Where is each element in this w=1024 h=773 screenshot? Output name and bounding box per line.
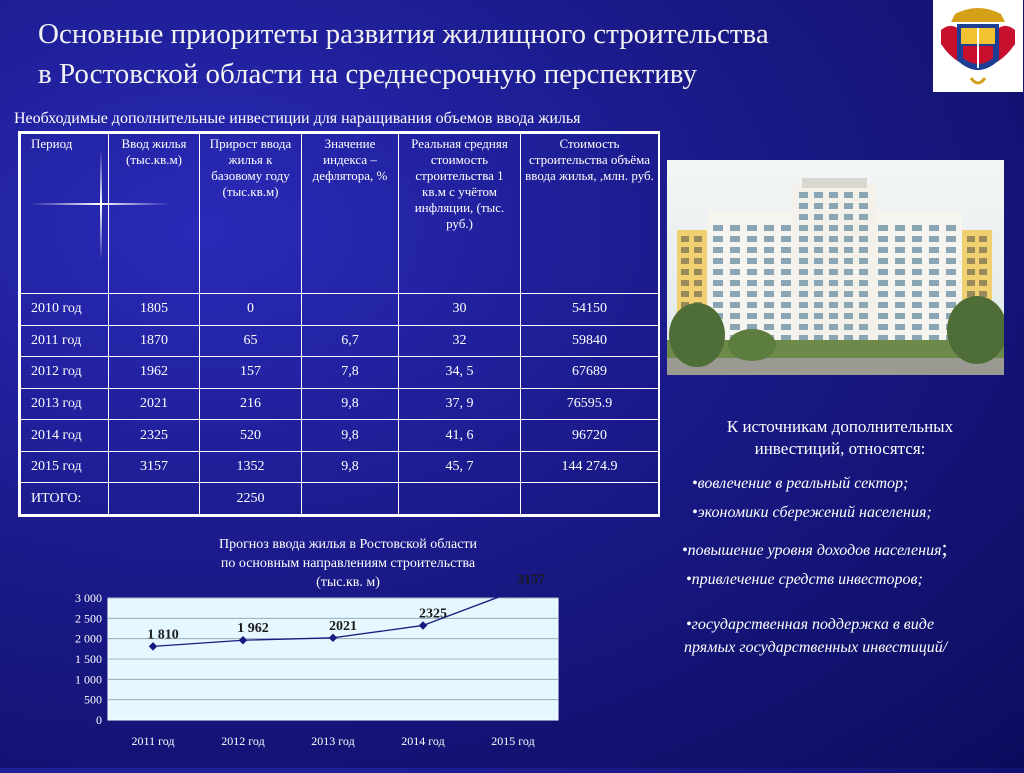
chart-x-tick-label: 2014 год (401, 734, 445, 748)
chart-data-label: 2325 (419, 606, 447, 622)
table-cell: 1962 (109, 357, 200, 389)
chart-title-line: (тыс.кв. м) (316, 575, 380, 590)
chart-x-tick-label: 2013 год (311, 734, 355, 748)
table-subtitle: Необходимые дополнительные инвестиции для наращивания объемов ввода жилья (14, 110, 581, 127)
table-header-row (21, 134, 659, 294)
source-item-4: •привлечение средств инвесторов; (686, 571, 923, 588)
chart-x-tick-label: 2012 год (221, 734, 265, 748)
table-row (21, 420, 659, 452)
table-cell: 2325 (109, 420, 200, 452)
source-item-3 (682, 537, 948, 562)
table-cell: 144 274.9 (521, 451, 659, 483)
table-cell: 2012 год (21, 357, 109, 389)
table-cell: 157 (200, 357, 302, 389)
table-cell: 2014 год (21, 420, 109, 452)
chart-title-line: по основным направлениям строительства (220, 556, 476, 571)
table-cell: 9,8 (302, 388, 399, 420)
header-real-cost: Реальная средняя стоимость строительства 1 кв.м с учётом инфляции, (тыс. руб.) (399, 134, 521, 294)
table-cell: 2013 год (21, 388, 109, 420)
table-cell: 65 (200, 325, 302, 357)
table-row (21, 325, 659, 357)
coat-of-arms-emblem (933, 0, 1023, 92)
source-item-3-text: •повышение уровня доходов населения (682, 542, 942, 559)
chart-y-tick-label: 500 (84, 692, 102, 707)
title-line-1: Основные приоритеты развития жилищного строительства (38, 18, 769, 50)
table-row (21, 483, 659, 515)
table-row (21, 294, 659, 326)
table-cell: 9,8 (302, 420, 399, 452)
table-cell: 2011 год (21, 325, 109, 357)
header-total-cost: Стоимость строительства объёма ввода жилья, ,млн. руб. (521, 134, 659, 294)
chart-title-line: Прогноз ввода жилья в Ростовской области (218, 537, 478, 552)
apartment-building-photo (667, 160, 1004, 375)
table-cell: 45, 7 (399, 451, 521, 483)
chart-x-tick-label: 2011 год (131, 734, 175, 748)
table-row (21, 451, 659, 483)
chart-data-label: 2021 (329, 618, 357, 634)
header-housing-input: Ввод жилья (тыс.кв.м) (109, 134, 200, 294)
investment-table (18, 131, 660, 517)
table-cell: 1805 (109, 294, 200, 326)
chart-y-tick-label: 2 000 (75, 631, 102, 646)
table-cell: 2010 год (21, 294, 109, 326)
table-cell: 30 (399, 294, 521, 326)
table-cell: 520 (200, 420, 302, 452)
header-growth: Прирост ввода жилья к базовому году (тыс.кв.м) (200, 134, 302, 294)
table-cell (521, 483, 659, 515)
chart-data-point (509, 587, 517, 595)
housing-forecast-chart (40, 528, 568, 768)
chart-svg (40, 528, 568, 768)
table-cell: 34, 5 (399, 357, 521, 389)
table-cell: 216 (200, 388, 302, 420)
table-row (21, 388, 659, 420)
title-line-2: в Ростовской области на среднесрочную перспективу (38, 58, 697, 90)
chart-y-tick-label: 1 000 (75, 672, 102, 687)
source-item-1: •вовлечение в реальный сектор; (692, 475, 909, 492)
header-deflator: Значение индекса – дефлятора, % (302, 134, 399, 294)
table-cell: 37, 9 (399, 388, 521, 420)
table-cell (302, 294, 399, 326)
table-cell: 1352 (200, 451, 302, 483)
chart-data-label: 1 810 (147, 627, 179, 643)
chart-data-label: 3157 (517, 572, 545, 588)
source-item-5-cont: прямых государственных инвестиций/ (684, 639, 948, 656)
table-cell: 1870 (109, 325, 200, 357)
table-cell: 54150 (521, 294, 659, 326)
header-period: Период (21, 134, 109, 294)
table-cell: 2250 (200, 483, 302, 515)
table-cell: 9,8 (302, 451, 399, 483)
table-row (21, 357, 659, 389)
slide-title (38, 14, 918, 94)
table-cell (302, 483, 399, 515)
table-cell (109, 483, 200, 515)
table-cell: 41, 6 (399, 420, 521, 452)
table-cell: 96720 (521, 420, 659, 452)
table-cell: 0 (200, 294, 302, 326)
source-item-5: •государственная поддержка в виде (686, 616, 935, 633)
table-cell: 32 (399, 325, 521, 357)
table-cell: 76595.9 (521, 388, 659, 420)
chart-y-tick-label: 2 500 (75, 611, 102, 626)
chart-x-tick-label: 2015 год (491, 734, 535, 748)
table-cell: 6,7 (302, 325, 399, 357)
table-cell: 59840 (521, 325, 659, 357)
sources-heading: К источникам дополнительных инвестиций, относятся: (726, 417, 954, 458)
chart-data-label: 1 962 (237, 621, 269, 637)
table-cell: 3157 (109, 451, 200, 483)
source-item-2: •экономики сбережений населения; (692, 504, 932, 521)
source-item-3-semicolon: ; (941, 535, 948, 560)
chart-y-tick-label: 1 500 (75, 652, 102, 666)
table-cell (399, 483, 521, 515)
table-cell: 67689 (521, 357, 659, 389)
table-cell: 2021 (109, 388, 200, 420)
chart-y-tick-label: 3 000 (75, 591, 102, 605)
table-cell: ИТОГО: (21, 483, 109, 515)
table-cell: 7,8 (302, 357, 399, 389)
chart-y-tick-label: 0 (96, 713, 102, 727)
table-cell: 2015 год (21, 451, 109, 483)
